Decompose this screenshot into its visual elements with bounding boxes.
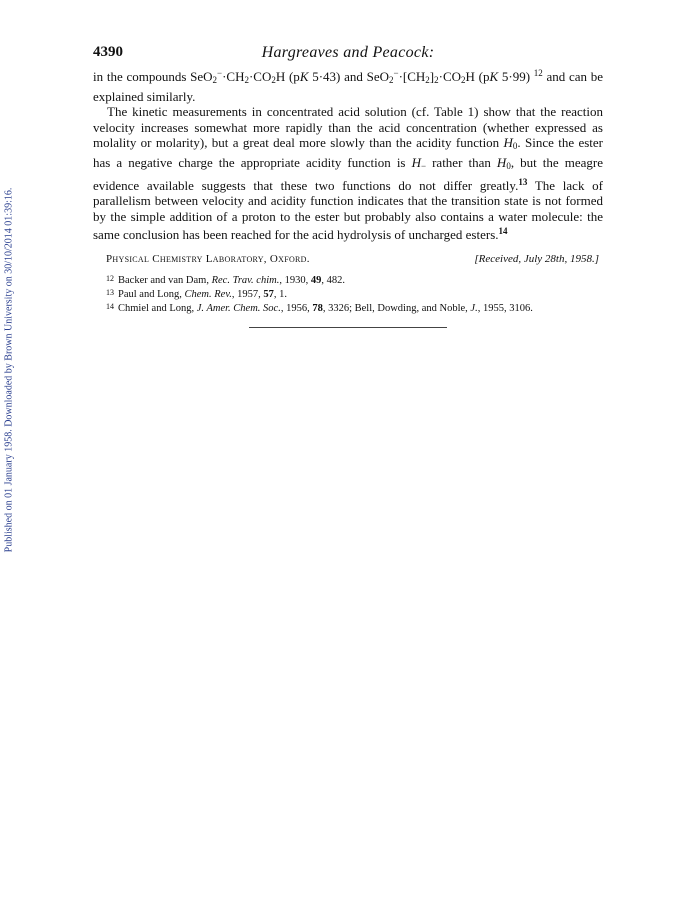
citation-12[interactable]: 12 [533, 68, 543, 78]
reference-list [93, 273, 603, 315]
publication-sidebar-note [2, 160, 16, 580]
reference-item: 13 Paul and Long, Chem. Rev., 1957, 57, 1. [106, 287, 287, 300]
paragraph-1: in the compounds $SeO_2^-\cdot CH_2\cdot CO_2H$ (pK 5·43) and $SeO_2^-\cdot[CH_2]_2\cdot CO_2H$ (pK 5·99) $^{12}$ and can be explained similarly. [93, 68, 604, 104]
citation-13[interactable]: 13 [518, 176, 528, 187]
sidebar-text: Published on 01 January 1958. Downloaded by Brown University on 30/10/2014 01:39:16. [3, 187, 15, 553]
lab-address: Physical Chemistry Laboratory, Oxford. [106, 252, 310, 265]
page-number: 4390 [93, 44, 123, 60]
received-date: [Received, July 28th, 1958.] [474, 252, 599, 265]
reference-item: 14 Chmiel and Long, J. Amer. Chem. Soc., 1956, 78, 3326; Bell, Dowding, and Noble, J., 1955, 3106. [106, 301, 533, 314]
paragraph-2: The kinetic measurements in concentrated acid solution (cf. Table 1) show that the reaction velocity increases somewhat more rapidly than the acid concentration (whether expressed as molality or molarity), but a great deal more slowly than the acidity function $H_0$. Since the ester has a negative charge the appropriate acidity function is $H_-$ rather than $H_0$, but the meagre evidence available suggests that these two functions do not differ greatly.$^{13}$ The lack of parallelism between velocity and acidity function indicates that the transition state is not formed by the simple addition of a proton to the ester but probably also contains a water molecule: the same conclusion has been reached for the acid hydrolysis of uncharged esters.$^{14}$ [93, 104, 604, 243]
reference-item: 12 Backer and van Dam, Rec. Trav. chim., 1930, 49, 482. [106, 273, 345, 286]
page-header [93, 44, 603, 66]
running-title: Hargreaves and Peacock: [261, 44, 435, 61]
citation-14[interactable]: 14 [498, 226, 508, 237]
affiliation-line [93, 253, 603, 269]
article-page [93, 44, 603, 328]
end-rule [249, 327, 447, 328]
article-body [93, 66, 603, 243]
